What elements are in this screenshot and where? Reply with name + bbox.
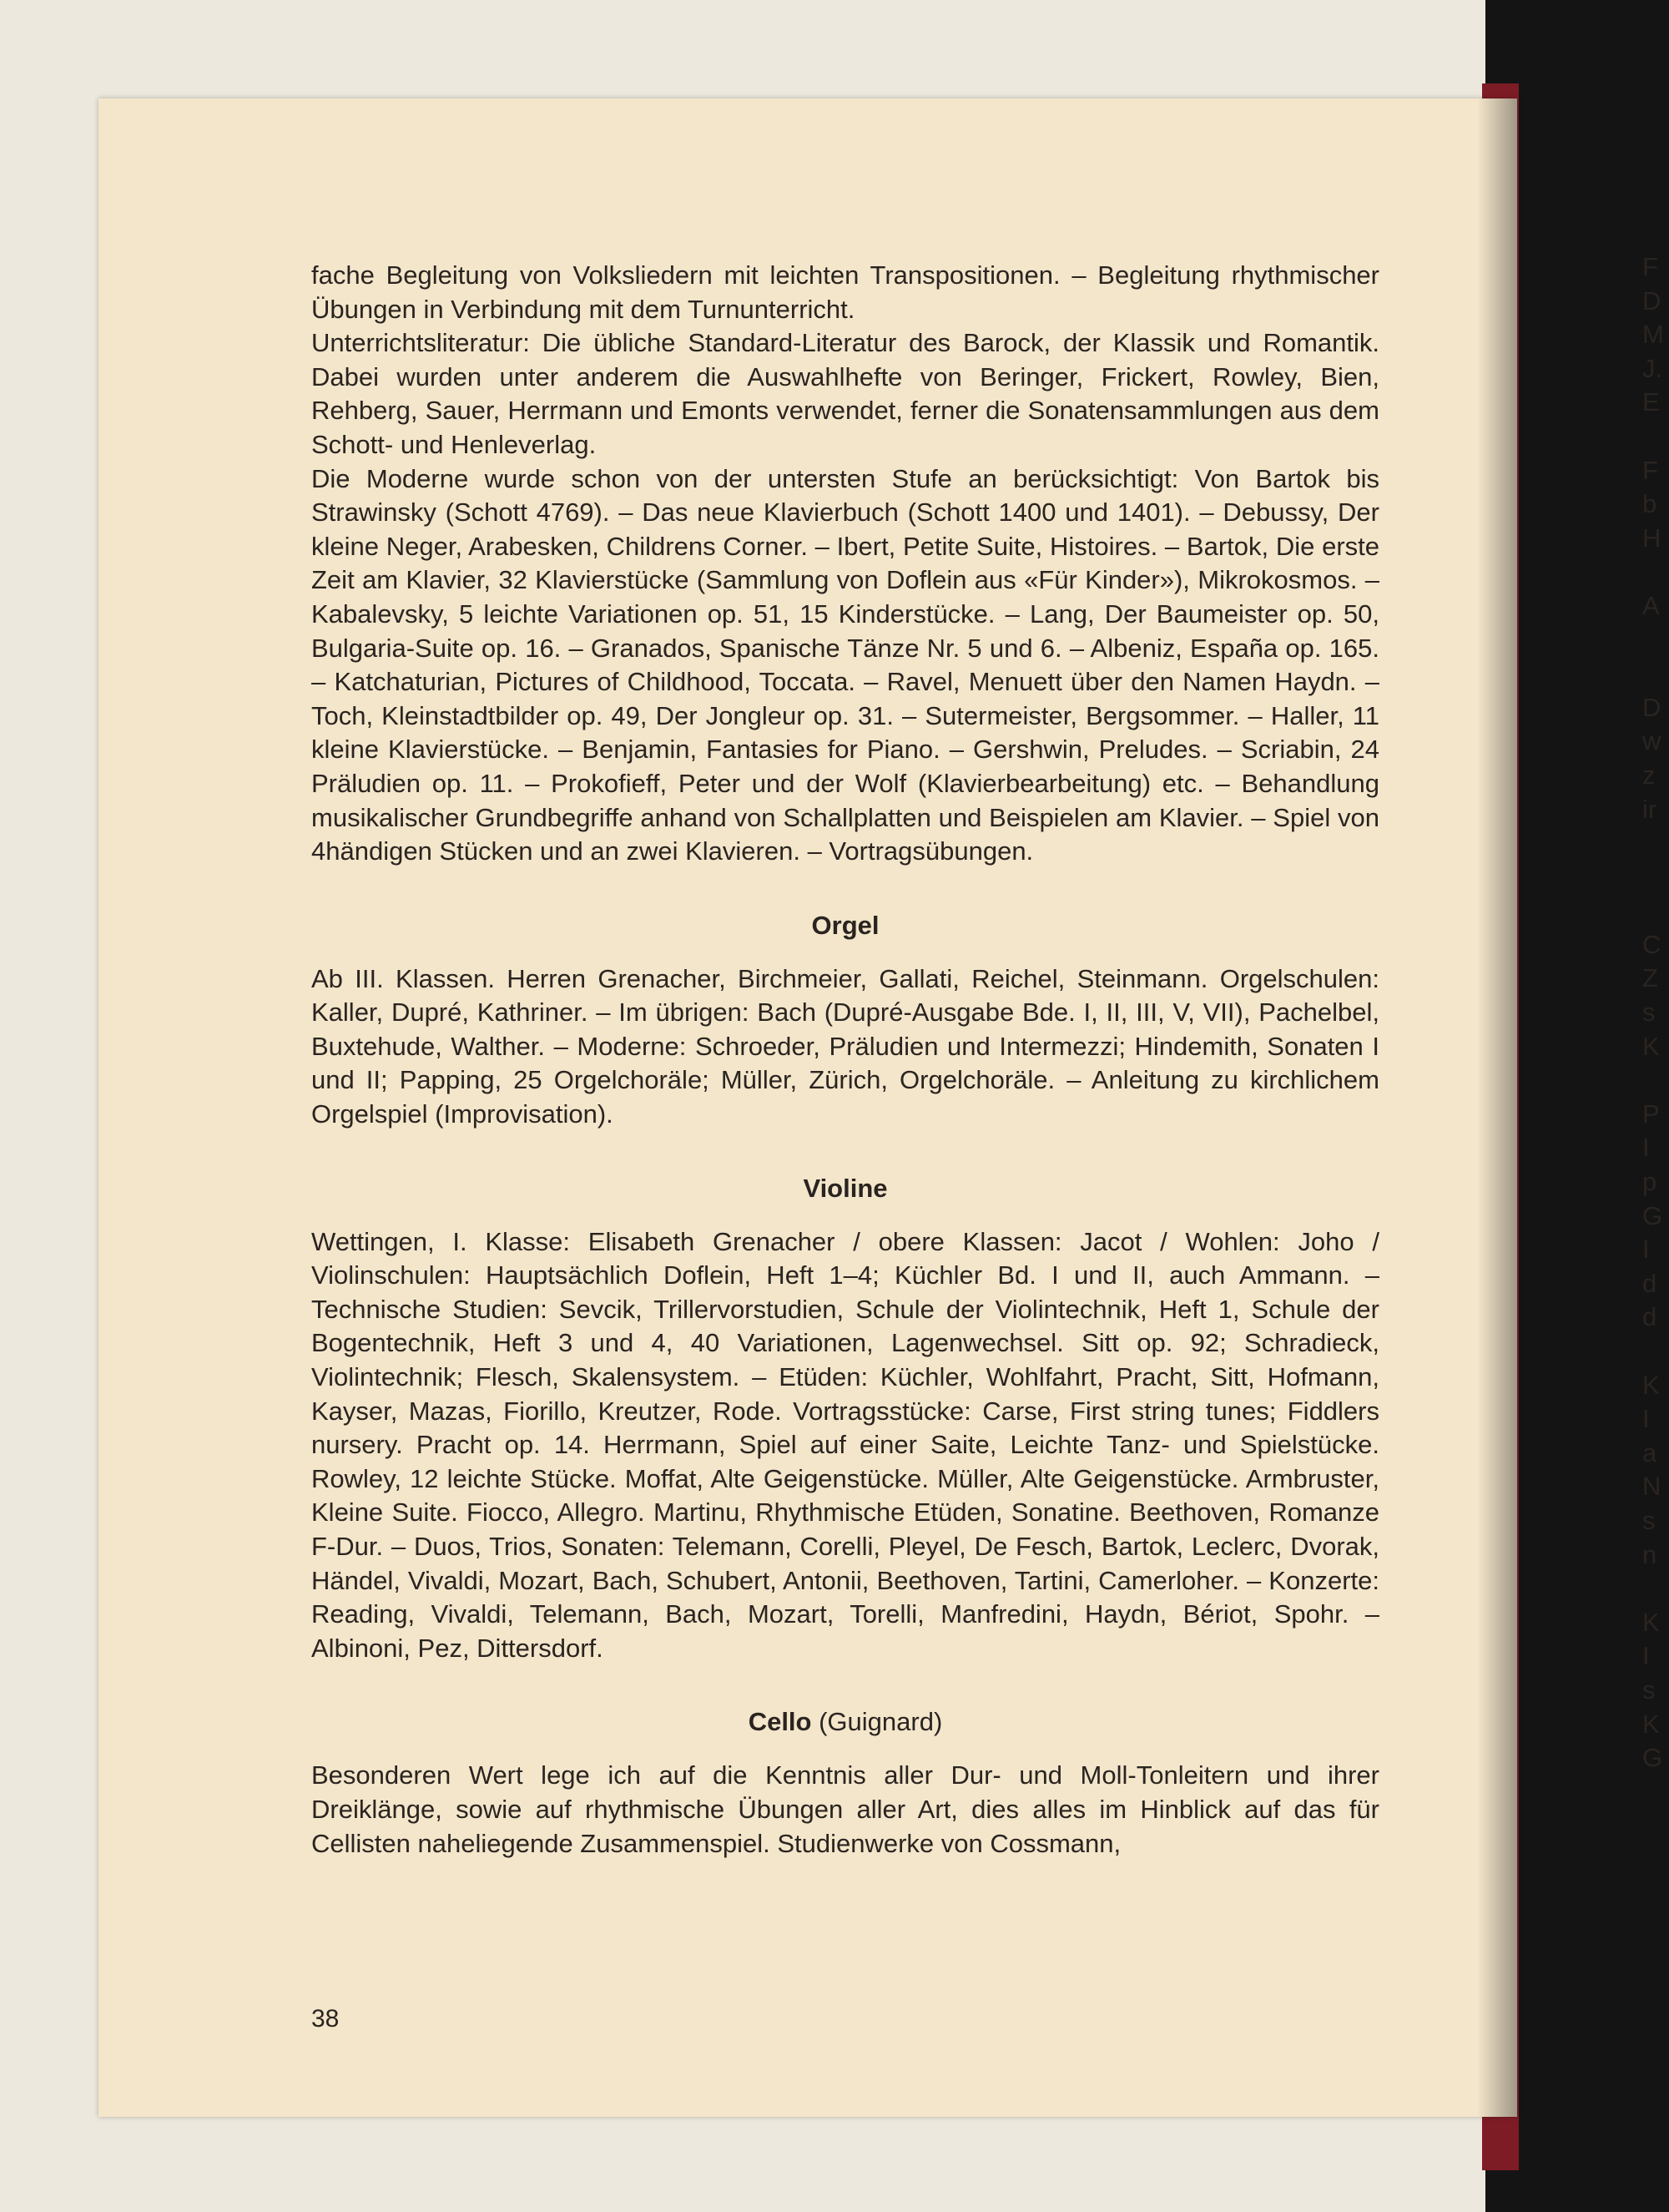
facing-page-fragments [1642, 250, 1669, 1775]
facing-page-fragment: Z [1642, 963, 1658, 993]
violine-heading: Violine [803, 1173, 888, 1203]
facing-page-fragment: F [1642, 252, 1658, 281]
cello-heading-title: Cello [748, 1707, 812, 1737]
facing-page-fragment: I [1642, 1641, 1650, 1671]
facing-page-fragment: A [1642, 590, 1660, 620]
facing-page-fragment: H [1642, 523, 1661, 553]
facing-page-fragment [1642, 657, 1669, 691]
intro-paragraph: Die Moderne wurde schon von der untersten Stufe an berücksichtigt: Von Bartok bis Strawinsky (Schott 4769). – Das neue Klavierbuch (Schott 1400 und 1401). – Debussy, Der kleine Neger, Arabesken, Childrens Corner. – Ibert, Petite Suite, Histoires. – Bartok, Die erste Zeit am Klavier, 32 Klavierstücke (Sammlung von Doflein aus «Für Kinder»), Mikrokosmos. – Kabalevsky, 5 leichte Variationen op. 51, 15 Kinderstücke. – Lang, Der Baumeister op. 50, Bulgaria-Suite op. 16. – Granados, Spanische Tänze Nr. 5 und 6. – Albeniz, España op. 165. – Katchaturian, Pictures of Childhood, Toccata. – Ravel, Menuett über den Namen Haydn. – Toch, Kleinstadtbilder op. 49, Der Jongleur op. 31. – Sutermeister, Bergsommer. – Haller, 11 kleine Klavierstücke. – Benjamin, Fantasies for Piano. – Gershwin, Preludes. – Scriabin, 24 Präludien op. 11. – Prokofieff, Peter und der Wolf (Klavierbearbeitung) etc. – Behandlung musikalischer Grundbegriffe anhand von Schallplatten und Beispielen am Klavier. – Spiel von 4händigen Stücken und an zwei Klavieren. – Vortragsübungen. [311, 463, 1379, 866]
facing-page-fragment: G [1642, 1200, 1663, 1230]
facing-page-fragment: K [1642, 1031, 1660, 1061]
facing-page-fragment: M [1642, 320, 1664, 350]
page-number: 38 [311, 2005, 340, 2033]
intro-paragraph: fache Begleitung von Volksliedern mit leichten Transpositionen. – Begleitung rhythmischer Übungen in Verbindung mit dem Turnunterricht. [311, 260, 1379, 324]
facing-page-fragment: ir [1642, 794, 1657, 824]
cello-paragraph: Besonderen Wert lege ich auf die Kenntnis aller Dur- und Moll-Tonleitern und ihrer Dreiklänge, sowie auf rhythmische Übungen aller Art, dies alles im Hinblick auf das für Cellisten naheliegende Zusammenspiel. Studienwerke von Cossmann, [311, 1760, 1379, 1858]
facing-page-fragment: K [1642, 1709, 1660, 1739]
intro-paragraph: Unterrichtsliteratur: Die übliche Standard-Literatur des Barock, der Klassik und Romantik. Dabei wurden unter anderem die Auswahlhefte von Beringer, Frickert, Rowley, Bien, Rehberg, Sauer, Herrmann und Emonts verwendet, ferner die Sonatensammlungen aus dem Schott- und Henleverlag. [311, 328, 1379, 459]
page-text [311, 259, 1379, 1861]
facing-page-fragment [1642, 1572, 1669, 1606]
orgel-paragraph: Ab III. Klassen. Herren Grenacher, Birchmeier, Gallati, Reichel, Steinmann. Orgelschulen: Kaller, Dupré, Kathriner. – Im übrigen: Bach (Dupré-Ausgabe Bde. I, II, III, V, VII), Pachelbel, Buxtehude, Walther. – Moderne: Schroeder, Präludien und Intermezzi; Hindemith, Sonaten I und II; Papping, 25 Orgelchoräle; Müller, Zürich, Orgelchoräle. – Anleitung zu kirchlichem Orgelspiel (Improvisation). [311, 963, 1379, 1129]
facing-page-fragment: b [1642, 489, 1657, 519]
facing-page-fragment: K [1642, 1370, 1660, 1400]
facing-page-fragment: w [1642, 726, 1661, 756]
facing-page-fragment [1642, 555, 1669, 589]
facing-page-fragment: I [1642, 1404, 1650, 1434]
gutter-shadow [1477, 98, 1517, 2117]
facing-page-fragment: E [1642, 387, 1660, 417]
cello-heading-sub: (Guignard) [819, 1707, 943, 1737]
facing-page-fragment: z [1642, 760, 1656, 790]
facing-page-fragment: G [1642, 1743, 1663, 1773]
facing-page-fragment: I [1642, 1235, 1650, 1265]
facing-page-fragment: I [1642, 1133, 1650, 1163]
facing-page-fragment: N [1642, 1472, 1661, 1502]
facing-page-fragment [1642, 420, 1669, 454]
facing-page-fragment [1642, 624, 1669, 658]
facing-page-fragment: d [1642, 1302, 1657, 1332]
facing-page-fragment: p [1642, 1167, 1657, 1197]
facing-page-fragment: d [1642, 1268, 1657, 1298]
facing-page-fragment: s [1642, 1674, 1656, 1704]
facing-page-fragment: n [1642, 1539, 1657, 1569]
cello-heading [311, 1705, 1379, 1739]
facing-page-fragment [1642, 826, 1669, 861]
facing-page-fragment: s [1642, 997, 1656, 1028]
violine-paragraph: Wettingen, I. Klasse: Elisabeth Grenacher / obere Klassen: Jacot / Wohlen: Joho / Violinschulen: Hauptsächlich Doflein, Heft 1–4; Küchler Bd. I und II, auch Ammann. – Technische Studien: Sevcik, Trillervorstudien, Schule der Violintechnik, Heft 1, Schule der Bogentechnik, Heft 3 und 4, 40 Variationen, Lagenwechsel. Sitt op. 92; Schradieck, Violintechnik; Flesch, Skalensystem. – Etüden: Küchler, Wohlfahrt, Pracht, Sitt, Hofmann, Kayser, Mazas, Fiorillo, Kreutzer, Rode. Vortragsstücke: Carse, First string tunes; Fiddlers nursery. Pracht op. 14. Herrmann, Spiel auf einer Saite, Leichte Tanz- und Spielstücke. Rowley, 12 leichte Stücke. Moffat, Alte Geigenstücke. Müller, Alte Geigenstücke. Armbruster, Kleine Suite. Fiocco, Allegro. Martinu, Rhythmische Etüden, Sonatine. Beethoven, Romanze F-Dur. – Duos, Trios, Sonaten: Telemann, Corelli, Pleyel, De Fesch, Bartok, Leclerc, Dvorak, Händel, Vivaldi, Mozart, Bach, Schubert, Antonii, Beethoven, Tartini, Camerloher. – Konzerte: Reading, Vivaldi, Telemann, Bach, Mozart, Torelli, Manfredini, Haydn, Bériot, Spohr. – Albinoni, Pez, Dittersdorf. [311, 1226, 1379, 1663]
facing-page-fragment: K [1642, 1607, 1660, 1637]
orgel-heading: Orgel [811, 910, 880, 940]
facing-page-fragment: a [1642, 1437, 1657, 1467]
facing-page-fragment: P [1642, 1098, 1660, 1129]
facing-page-fragment: C [1642, 929, 1661, 959]
facing-page-fragment: s [1642, 1505, 1656, 1535]
facing-page-fragment: F [1642, 455, 1658, 485]
facing-page-fragment [1642, 894, 1669, 928]
facing-page-fragment [1642, 861, 1669, 895]
facing-page-fragment [1642, 1063, 1669, 1098]
facing-page-fragment: D [1642, 285, 1661, 316]
facing-page-fragment: J. [1642, 353, 1663, 383]
facing-page-fragment: D [1642, 692, 1661, 722]
facing-page-fragment [1642, 1335, 1669, 1369]
